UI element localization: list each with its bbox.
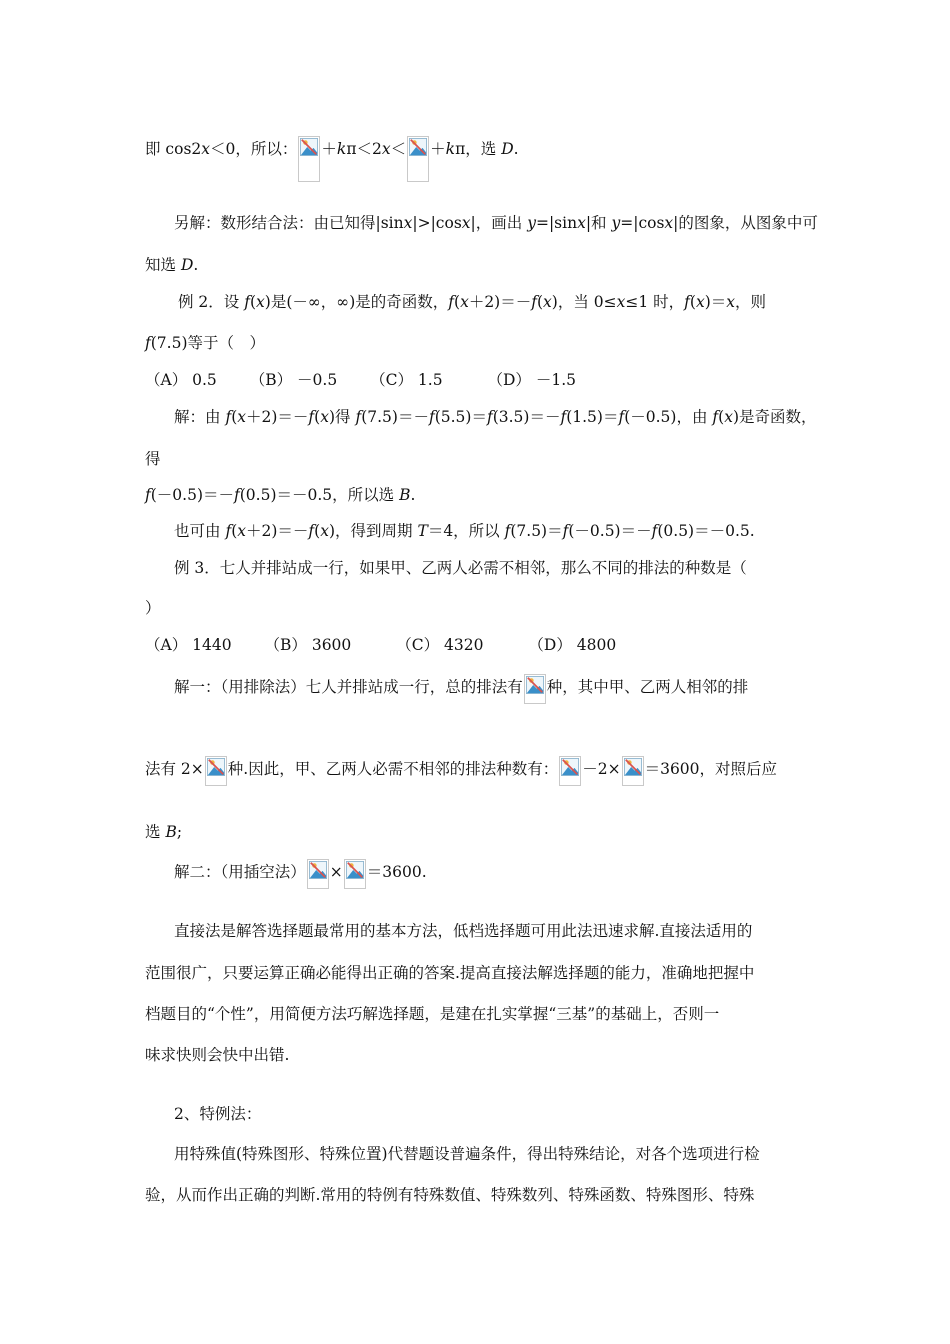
example-2-solution-line-3: f(－0.5)＝－f(0.5)＝－0.5，所以选 B. bbox=[145, 486, 416, 504]
paragraph-direct-method-line-2: 范围很广，只要运算正确必能得出正确的答案.提高直接法解选择题的能力，准确地把握中 bbox=[145, 964, 755, 982]
example-2-solution-line-1: 解：由 f(x＋2)＝－f(x)得 f(7.5)＝－f(5.5)＝f(3.5)＝－f(1.5)＝f(－0.5)，由 f(x)是奇函数， bbox=[174, 408, 817, 426]
paragraph-special-case-line-1: 用特殊值(特殊图形、特殊位置)代替题设普遍条件，得出特殊结论，对各个选项进行检 bbox=[174, 1145, 760, 1163]
example-3-options bbox=[145, 634, 616, 656]
option-a: （A） 0.5 bbox=[145, 371, 217, 389]
option-d: （D） 4800 bbox=[528, 636, 617, 654]
paragraph-direct-method-line-4: 味求快则会快中出错. bbox=[145, 1046, 290, 1064]
paragraph-direct-method-line-3: 档题目的“个性”，用简便方法巧解选择题，是建在扎实掌握“三基”的基础上，否则一 bbox=[145, 1005, 720, 1023]
example-3-solution-1-line-1: 解一：（用排除法）七人并排站成一行，总的排法有 种，其中甲、乙两人相邻的排 bbox=[174, 676, 748, 704]
example-2-solution-line-2: 得 bbox=[145, 450, 161, 468]
solution-line-1: 即 cos2x＜0，所以： ＋kπ＜2x＜ ＋kπ，选 D. bbox=[145, 138, 519, 182]
alt-solution-line-2: 知选 D. bbox=[145, 256, 199, 274]
example-3-solution-1-line-2: 法有 2× 种.因此，甲、乙两人必需不相邻的排法种数有： －2× ＝3600，对照后应 bbox=[145, 758, 777, 786]
broken-image-icon bbox=[205, 756, 227, 786]
example-2-question-line-2: f(7.5)等于（ ） bbox=[145, 334, 265, 352]
broken-image-icon bbox=[344, 859, 366, 889]
broken-image-icon bbox=[307, 859, 329, 889]
example-3-solution-1-line-3: 选 B; bbox=[145, 823, 183, 841]
broken-image-icon bbox=[298, 136, 320, 182]
paragraph-special-case-line-2: 验，从而作出正确的判断.常用的特例有特殊数值、特殊数列、特殊函数、特殊图形、特殊 bbox=[145, 1186, 755, 1204]
example-3-question-line-1: 例 3．七人并排站成一行，如果甲、乙两人必需不相邻，那么不同的排法的种数是（ bbox=[174, 559, 747, 577]
option-a: （A） 1440 bbox=[145, 636, 232, 654]
broken-image-icon bbox=[524, 674, 546, 704]
example-2-solution-line-4: 也可由 f(x＋2)＝－f(x)，得到周期 T＝4，所以 f(7.5)＝f(－0.5)＝－f(0.5)＝－0.5. bbox=[174, 522, 755, 540]
example-2-options bbox=[145, 369, 576, 391]
option-c: （C） 1.5 bbox=[370, 371, 443, 389]
option-b: （B） 3600 bbox=[264, 636, 352, 654]
option-b: （B） －0.5 bbox=[249, 371, 338, 389]
broken-image-icon bbox=[407, 136, 429, 182]
section-heading-special-case: 2、特例法： bbox=[174, 1105, 262, 1123]
broken-image-icon bbox=[622, 756, 644, 786]
option-c: （C） 4320 bbox=[396, 636, 484, 654]
broken-image-icon bbox=[559, 756, 581, 786]
example-3-solution-2: 解二：（用插空法） × ＝3600. bbox=[174, 861, 427, 889]
example-2-question-line-1: 例 2．设 f(x)是(－∞，∞)是的奇函数，f(x＋2)＝－f(x)，当 0≤x≤1 时，f(x)＝x，则 bbox=[178, 293, 767, 311]
paragraph-direct-method-line-1: 直接法是解答选择题最常用的基本方法，低档选择题可用此法迅速求解.直接法适用的 bbox=[174, 922, 753, 940]
example-3-question-line-2: ） bbox=[145, 599, 161, 617]
alt-solution-line-1: 另解：数形结合法：由已知得|sinx|>|cosx|，画出 y=|sinx|和 y=|cosx|的图象，从图象中可 bbox=[174, 214, 818, 232]
option-d: （D） －1.5 bbox=[487, 371, 577, 389]
